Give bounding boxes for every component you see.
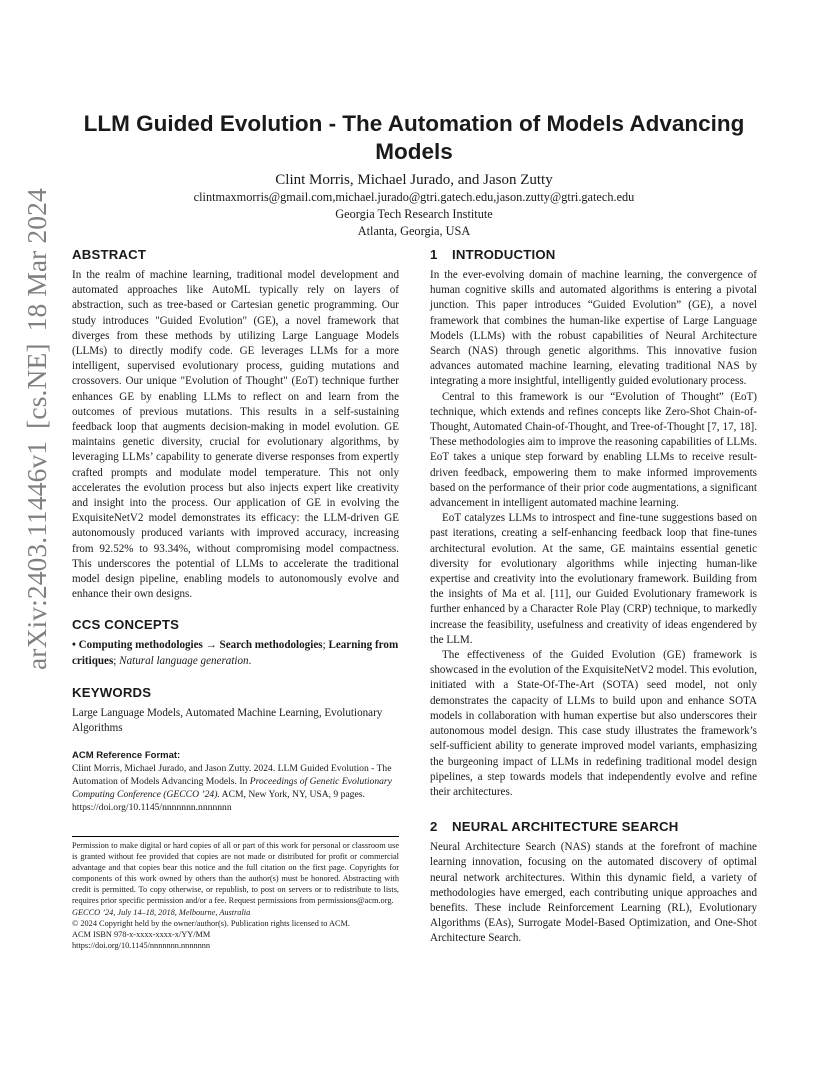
copyright-line: © 2024 Copyright held by the owner/author(s). Publication rights licensed to ACM. (72, 918, 350, 928)
ccs-bullet: • (72, 639, 76, 652)
acm-reference-text (72, 762, 399, 814)
acm-reference-heading: ACM Reference Format: (72, 750, 181, 762)
left-column (72, 246, 399, 814)
ccs-term-2: Search methodologies (219, 639, 323, 652)
ccs-term-3: Learning from critiques (72, 639, 399, 667)
introduction-title: INTRODUCTION (452, 247, 556, 262)
title-line-1: LLM Guided Evolution - The Automation of Models Advancing (83, 111, 745, 136)
ccs-separator: ; (322, 639, 326, 652)
author-emails: clintmaxmorris@gmail.com,michael.jurado@gtri.gatech.edu,jason.zutty@gtri.gatech.edu (193, 190, 635, 204)
location: Atlanta, Georgia, USA (357, 224, 471, 238)
permission-notice: Permission to make digital or hard copies of all or part of this work for personal or classroom use is granted without fee provided that copies are not made or distributed for profit or commercial advantage and that copies bear this notice and the full citation on the first page. Copyrights for components of this work owned by others than the author(s) must be honored. Abstracting with credit is permitted. To copy otherwise, or republish, to post on servers or to redistribute to lists, requires prior specific permission and/or a fee. Request permissions from permissions@acm.org. (72, 841, 399, 906)
arxiv-date: 18 Mar 2024 (21, 188, 52, 332)
right-column (430, 246, 757, 947)
title-line-2: Models (375, 139, 453, 164)
intro-paragraph-2: Central to this framework is our “Evolution of Thought” (EoT) technique, which extends and refines concepts like Zero-Shot Chain-of-Thought, Automated Chain-of-Thought, and Tree-of-Thought [7, 17, 18]. These methodologies aim to improve the reasoning capabilities of LLMs. EoT takes a unique step forward by enabling LLMs to receive result-driven feedback, empowering them to make informed improvements based on the performance of their prior code augmentations, a significant advancement in intelligent automated machine learning. (430, 390, 757, 510)
ccs-heading: CCS CONCEPTS (72, 617, 180, 633)
ccs-separator: ; (113, 654, 117, 667)
introduction-number: 1 (430, 247, 438, 262)
acm-reference-doi: ACM, New York, NY, USA, 9 pages. https://doi.org/10.1145/nnnnnnn.nnnnnnn (72, 789, 365, 814)
abstract-text: In the realm of machine learning, traditional model development and automated approaches like AutoML typically rely on layers of abstraction, such as tree-based or Cartesian genetic programming. Our study introduces "Guided Evolution" (GE), a novel framework that diverges from these methods by utilizing Large Language Models (LLMs) to directly modify code. GE leverages LLMs for a more intelligent, supervised evolutionary process, guiding mutations and crossovers. Our unique "Evolution of Thought" (EoT) technique further enhances GE by enabling LLMs to reflect on and learn from the outcomes of previous mutations. This results in a self-sustaining feedback loop that augments decision-making in model evolution. GE maintains genetic diversity, crucial for evolutionary algorithms, by leveraging LLMs’ capability to generate diverse responses from expertly crafted prompts and modulate model temperature. This not only accelerates the evolution process but also injects expert like creativity and insight into the process. Our application of GE in evolving the ExquisiteNetV2 model demonstrates its efficacy: the LLM-driven GE autonomously produced variants with improved accuracy, increasing from 92.52% to 93.34%, without compromising model compactness. This underscores the potential of LLMs to accelerate the traditional model design pipeline, enabling models to autonomously evolve and enhance their own designs. (72, 269, 399, 601)
ccs-term-1: Computing methodologies (78, 639, 203, 652)
permission-footnote (72, 840, 399, 951)
isbn-line: ACM ISBN 978-x-xxxx-xxxx-x/YY/MM (72, 929, 211, 939)
nas-heading (430, 818, 757, 836)
arxiv-id: arXiv:2403.11446v1 (21, 440, 52, 670)
ccs-concepts (72, 638, 399, 668)
intro-paragraph-4: The effectiveness of the Guided Evolution (GE) framework is showcased in the evolution of the ExquisiteNetV2 model. This evolution, initiated with a State-Of-The-Art (SOTA) seed model, not only demonstrates the capacity of LLMs to build upon and enhance SOTA models in collaboration with human expertise but also underscores their autonomous model design. This case study illustrates the framework’s self-sufficient ability to generate improved model variants, emphasizing the burgeoning impact of LLMs in redefining traditional model design pipelines, a step towards models that independently evolve and refine their architectures. (430, 649, 757, 798)
ccs-end: . (248, 654, 252, 667)
ccs-term-4: Natural language generation (119, 654, 249, 667)
nas-paragraph-1: Neural Architecture Search (NAS) stands at the forefront of machine learning innovation, focusing on the automated discovery of optimal neural network architectures. Within this dynamic field, a variety of methodologies have emerged, each contributing unique approaches and benefits. These include Reinforcement Learning (RL), Evolutionary Algorithms (EAs), Surrogate Model-Based Optimization, and One-Shot Architecture Search. (430, 841, 757, 945)
conference-line: GECCO ’24, July 14–18, 2018, Melbourne, Australia (72, 907, 251, 917)
intro-paragraph-1: In the ever-evolving domain of machine learning, the convergence of human cognitive skills and automated algorithms is entering a pivotal junction. This paper introduces “Guided Evolution” (GE), a novel framework that combines the human-like expertise of Large Language Models (LLMs) with the robust capabilities of Neural Architecture Search (NAS) through genetic algorithms. This innovative fusion advances automated machine learning, elevating traditional NAS by integrating a more insightful, intelligently guided evolutionary process. (430, 269, 757, 388)
acm-reference-authors: Clint Morris, Michael Jurado, and Jason Zutty. 2024. LLM Guided Evolution - The Automation of Models Advancing Models. In (72, 763, 392, 788)
abstract-heading: ABSTRACT (72, 247, 147, 262)
affiliation-block (72, 189, 756, 240)
author-list: Clint Morris, Michael Jurado, and Jason Zutty (275, 172, 553, 188)
paper-title (72, 110, 756, 166)
nas-number: 2 (430, 819, 438, 835)
intro-paragraph-3: EoT catalyzes LLMs to introspect and fine-tune suggestions based on past iterations, creating a self-enhancing feedback loop that fine-tunes architectural evolution. At the same, GE maintains essential genetic diversity for evolutionary algorithms while injecting human-like expertise and creativity into the evolutionary framework. Building from the insights of Ma et al. [11], our Guided Evolutionary framework is further enhanced by a Character Role Play (CRP) technique, to markedly increase the feasibility, usefulness and creativity of ideas engendered by the LLM. (430, 512, 757, 646)
footnote-divider (72, 836, 399, 837)
keywords-heading: KEYWORDS (72, 684, 152, 700)
arxiv-stamp (19, 188, 55, 670)
acm-reference-venue: Proceedings of Genetic Evolutionary Computing Conference (GECCO ’24). (72, 776, 392, 801)
nas-title: NEURAL ARCHITECTURE SEARCH (452, 819, 679, 835)
institution: Georgia Tech Research Institute (335, 207, 493, 221)
introduction-heading (430, 246, 757, 264)
ccs-arrow: → (205, 639, 217, 652)
keywords-text: Large Language Models, Automated Machine Learning, Evolutionary Algorithms (72, 706, 383, 735)
doi-line: https://doi.org/10.1145/nnnnnnn.nnnnnnn (72, 940, 211, 950)
arxiv-category: [cs.NE] (21, 343, 52, 429)
